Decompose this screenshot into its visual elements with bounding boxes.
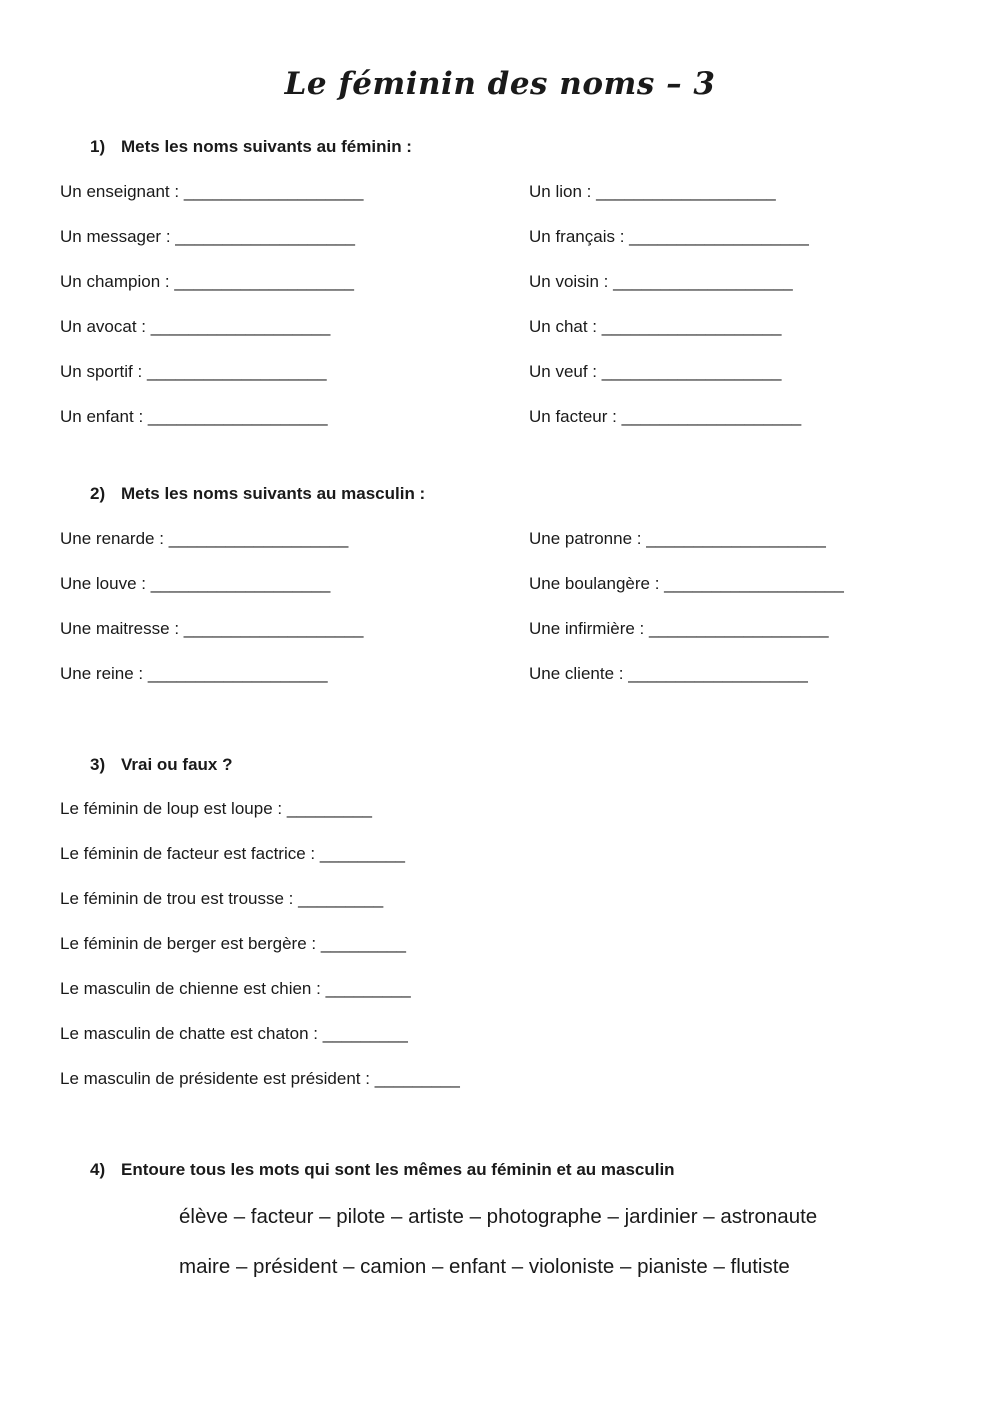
answer-blank[interactable]: ___________________ <box>147 407 328 426</box>
s1-right-label: Un lion : <box>529 182 592 201</box>
s2-left-item <box>60 574 330 594</box>
true-false-item <box>60 934 406 954</box>
true-false-item <box>60 979 411 999</box>
true-false-item <box>60 1024 408 1044</box>
answer-blank[interactable]: ___________________ <box>175 227 355 246</box>
s1-right-item <box>529 227 809 247</box>
s1-left-label: Un champion : <box>60 272 170 291</box>
s1-right-item <box>529 362 781 382</box>
true-false-item <box>60 844 405 864</box>
answer-blank[interactable]: ___________________ <box>183 619 364 638</box>
section-2-number: 2) <box>90 484 106 503</box>
answer-blank[interactable]: ___________________ <box>664 574 844 593</box>
answer-blank[interactable]: ___________________ <box>646 529 826 548</box>
answer-blank[interactable]: ___________________ <box>147 664 328 683</box>
true-false-item <box>60 1069 460 1089</box>
s2-right-label: Une cliente : <box>529 664 624 683</box>
s1-right-label: Un chat : <box>529 317 598 336</box>
s1-right-label: Un voisin : <box>529 272 609 291</box>
answer-blank[interactable]: ___________________ <box>601 362 782 381</box>
answer-blank[interactable]: _________ <box>322 1024 408 1043</box>
answer-blank[interactable]: ___________________ <box>168 529 349 548</box>
s1-left-item <box>60 227 355 247</box>
answer-blank[interactable]: ___________________ <box>621 407 802 426</box>
answer-blank[interactable]: ___________________ <box>596 182 776 201</box>
answer-blank[interactable]: _________ <box>320 934 406 953</box>
section-3-heading <box>90 755 232 775</box>
s2-right-label: Une boulangère : <box>529 574 660 593</box>
s1-left-label: Un enfant : <box>60 407 144 426</box>
true-false-statement: Le masculin de chienne est chien : <box>60 979 321 998</box>
answer-blank[interactable]: ___________________ <box>183 182 364 201</box>
answer-blank[interactable]: _________ <box>319 844 405 863</box>
section-1-number: 1) <box>90 137 106 156</box>
s2-left-label: Une reine : <box>60 664 144 683</box>
word-list-line[interactable]: maire – président – camion – enfant – violoniste – pianiste – flutiste <box>179 1255 790 1278</box>
s1-right-label: Un français : <box>529 227 625 246</box>
true-false-statement: Le féminin de facteur est factrice : <box>60 844 316 863</box>
page-title: Le féminin des noms – 3 <box>284 66 716 102</box>
answer-blank[interactable]: _________ <box>374 1069 460 1088</box>
s2-right-item <box>529 574 844 594</box>
answer-blank[interactable]: ___________________ <box>174 272 354 291</box>
true-false-statement: Le féminin de loup est loupe : <box>60 799 283 818</box>
answer-blank[interactable]: ___________________ <box>629 227 809 246</box>
answer-blank[interactable]: ___________________ <box>146 362 327 381</box>
s1-left-item <box>60 182 363 202</box>
true-false-statement: Le masculin de chatte est chaton : <box>60 1024 318 1043</box>
s2-left-label: Une maitresse : <box>60 619 180 638</box>
s1-right-item <box>529 272 793 292</box>
s2-left-label: Une renarde : <box>60 529 164 548</box>
s2-left-item <box>60 529 348 549</box>
answer-blank[interactable]: _________ <box>298 889 384 908</box>
s1-left-label: Un enseignant : <box>60 182 180 201</box>
true-false-item <box>60 799 372 819</box>
s1-left-item <box>60 272 354 292</box>
section-4-heading <box>90 1160 675 1180</box>
s1-right-item <box>529 182 776 202</box>
s1-left-item <box>60 407 328 427</box>
section-2-heading <box>90 484 425 504</box>
section-4-instruction: Entoure tous les mots qui sont les mêmes au féminin et au masculin <box>121 1160 675 1179</box>
word-list-line[interactable]: élève – facteur – pilote – artiste – photographe – jardinier – astronaute <box>179 1205 818 1228</box>
section-3-number: 3) <box>90 755 106 774</box>
true-false-statement: Le féminin de trou est trousse : <box>60 889 294 908</box>
s1-right-label: Un veuf : <box>529 362 598 381</box>
s2-right-item <box>529 664 808 684</box>
true-false-statement: Le féminin de berger est bergère : <box>60 934 317 953</box>
s1-right-item <box>529 317 781 337</box>
section-3-instruction: Vrai ou faux ? <box>121 755 233 774</box>
s1-left-label: Un sportif : <box>60 362 143 381</box>
s2-right-item <box>529 529 826 549</box>
true-false-item <box>60 889 383 909</box>
s2-left-label: Une louve : <box>60 574 146 593</box>
answer-blank[interactable]: _________ <box>286 799 372 818</box>
s1-left-label: Un messager : <box>60 227 171 246</box>
s2-right-label: Une infirmière : <box>529 619 645 638</box>
s2-right-item <box>529 619 829 639</box>
s2-right-label: Une patronne : <box>529 529 642 548</box>
s2-left-item <box>60 664 328 684</box>
answer-blank[interactable]: ___________________ <box>150 574 331 593</box>
answer-blank[interactable]: ___________________ <box>601 317 782 336</box>
answer-blank[interactable]: ___________________ <box>649 619 829 638</box>
answer-blank[interactable]: ___________________ <box>613 272 793 291</box>
answer-blank[interactable]: ___________________ <box>150 317 331 336</box>
s1-left-label: Un avocat : <box>60 317 146 336</box>
section-2-instruction: Mets les noms suivants au masculin : <box>121 484 426 503</box>
true-false-statement: Le masculin de présidente est président : <box>60 1069 370 1088</box>
s2-left-item <box>60 619 363 639</box>
answer-blank[interactable]: ___________________ <box>628 664 808 683</box>
s1-right-label: Un facteur : <box>529 407 617 426</box>
s1-left-item <box>60 317 330 337</box>
s1-right-item <box>529 407 801 427</box>
section-4-number: 4) <box>90 1160 106 1179</box>
s1-left-item <box>60 362 327 382</box>
answer-blank[interactable]: _________ <box>325 979 411 998</box>
section-1-heading <box>90 137 412 157</box>
section-1-instruction: Mets les noms suivants au féminin : <box>121 137 412 156</box>
